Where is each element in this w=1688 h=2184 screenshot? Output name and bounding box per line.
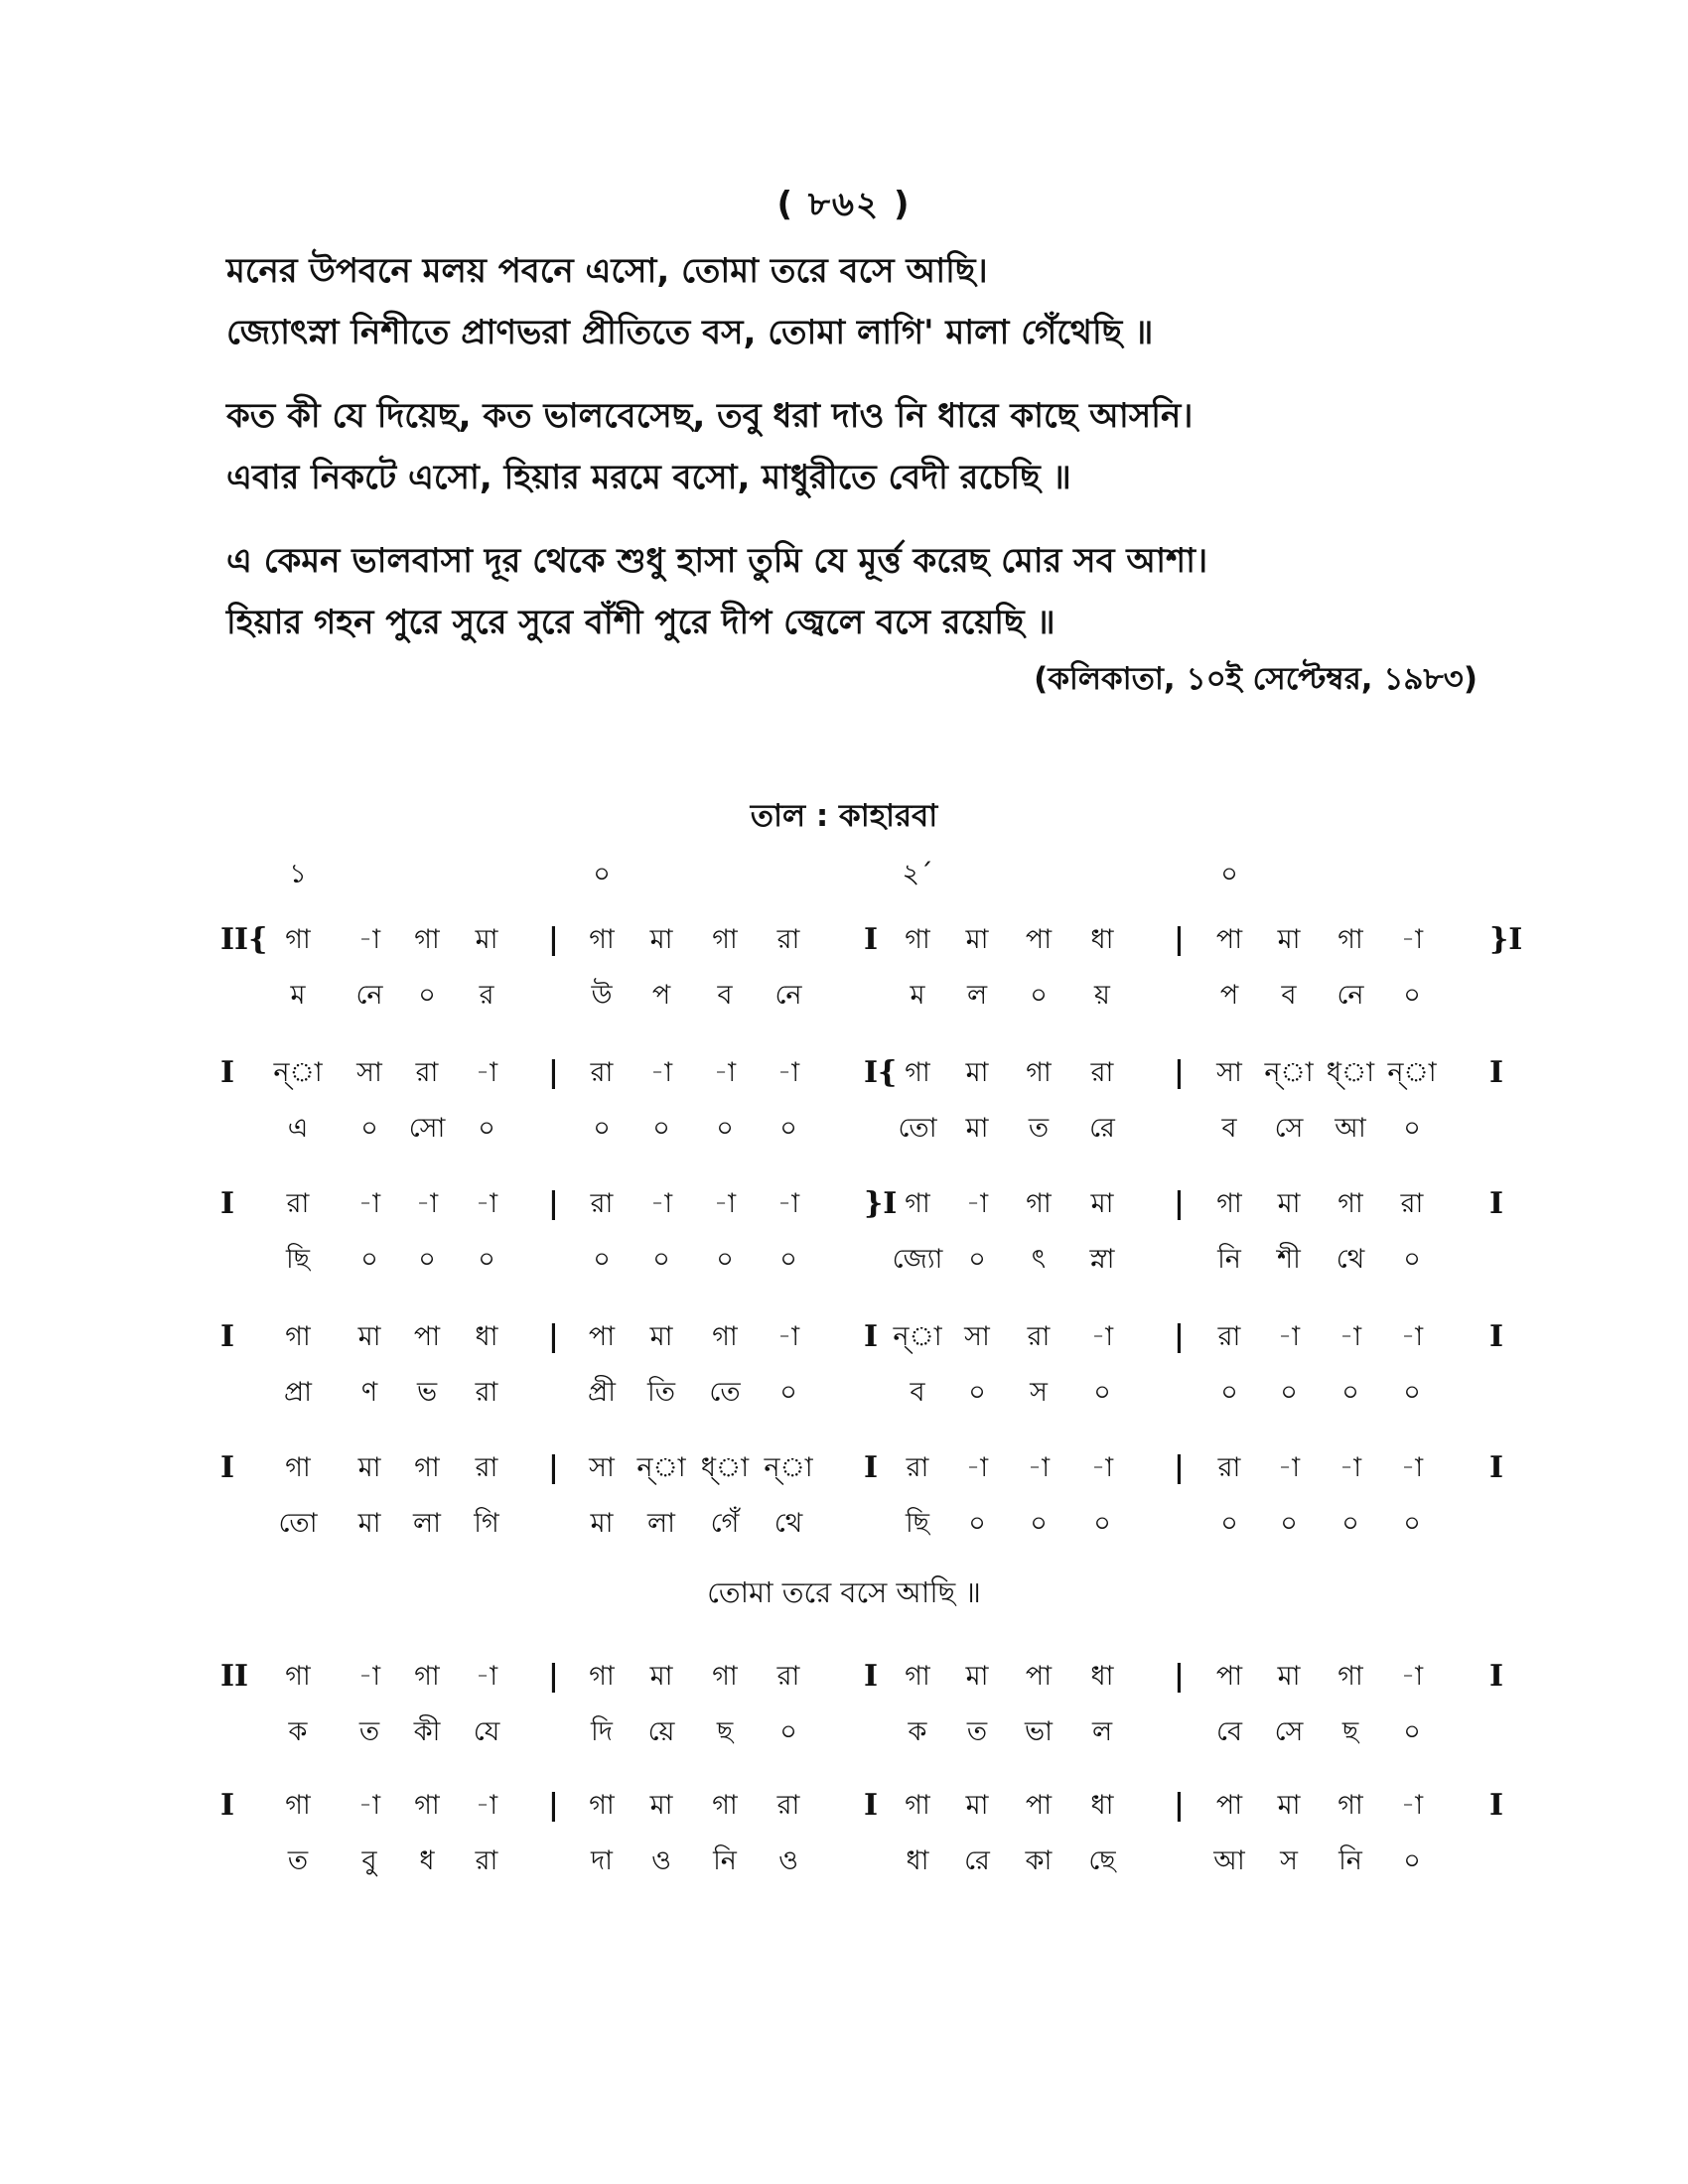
swara-note: রা xyxy=(286,1188,310,1219)
lyric-syllable: ০ xyxy=(1403,1716,1421,1747)
lyric-syllable: র xyxy=(479,980,494,1011)
lyric-syllable: ত xyxy=(1028,1113,1050,1144)
swara-note: রা xyxy=(776,924,800,955)
lyric-syllable: তে xyxy=(709,1377,741,1408)
row-end-mark: I xyxy=(1489,1186,1504,1221)
lyric-syllable: ণ xyxy=(360,1377,378,1408)
beat-mark: ০ xyxy=(1220,859,1238,889)
lyric-syllable: জ্যো xyxy=(892,1244,943,1275)
row-start-mark: II{ xyxy=(220,922,268,957)
swara-note: পা xyxy=(588,1321,616,1352)
swara-note: ন্া xyxy=(636,1452,686,1483)
swara-note: ধা xyxy=(1090,1790,1114,1821)
swara-note: রা xyxy=(776,1790,800,1821)
swara-note: গা xyxy=(285,1661,311,1692)
lyric-syllable: ০ xyxy=(779,1113,797,1144)
lyric-line: হিয়ার গহন পুরে সুরে সুরে বাঁশী পুরে দীপ জ্বেলে বসে রয়েছি ॥ xyxy=(226,603,1055,642)
lyric-syllable: ০ xyxy=(360,1113,378,1144)
lyric-syllable: এ xyxy=(287,1113,309,1144)
lyric-syllable: দা xyxy=(590,1845,614,1876)
swara-note: ধা xyxy=(475,1321,498,1352)
lyric-syllable: ভা xyxy=(1025,1716,1053,1747)
swara-note: সা xyxy=(964,1321,990,1352)
lyric-syllable: প্রা xyxy=(284,1377,312,1408)
swara-note: রা xyxy=(590,1057,614,1088)
swara-note: গা xyxy=(414,924,440,955)
lyric-syllable: ০ xyxy=(716,1244,734,1275)
swara-note: গা xyxy=(414,1661,440,1692)
swara-note: রা xyxy=(1400,1188,1424,1219)
lyric-syllable: ০ xyxy=(478,1244,495,1275)
swara-note: গা xyxy=(1337,1188,1363,1219)
lyric-syllable: ০ xyxy=(968,1244,986,1275)
swara-note: গা xyxy=(285,1452,311,1483)
lyric-syllable: ক xyxy=(908,1716,927,1747)
lyric-line: জ্যোৎস্না নিশীতে প্রাণভরা প্রীতিতে বস, তোমা লাগি' মালা গেঁথেছি ॥ xyxy=(226,313,1154,352)
swara-note: ন্া xyxy=(1387,1057,1437,1088)
swara-note: ন্া xyxy=(1264,1057,1314,1088)
swara-note: গা xyxy=(905,1057,930,1088)
lyric-syllable: ০ xyxy=(1280,1377,1298,1408)
swara-note: মা xyxy=(649,924,673,955)
lyric-syllable: ছি xyxy=(285,1244,311,1275)
swara-note: পা xyxy=(1025,1661,1053,1692)
swara-note: রা xyxy=(1027,1321,1051,1352)
lyric-syllable: তো xyxy=(278,1508,318,1539)
lyric-syllable: ত xyxy=(358,1716,380,1747)
bar-divider: | xyxy=(1174,1659,1185,1694)
row-end-mark: I xyxy=(1489,1055,1504,1090)
lyric-syllable: ০ xyxy=(1030,1508,1048,1539)
swara-note: -া xyxy=(357,1790,381,1821)
lyric-syllable: ব xyxy=(717,980,733,1011)
lyric-syllable: কা xyxy=(1025,1845,1053,1876)
lyric-syllable: মা xyxy=(357,1508,381,1539)
swara-note: -া xyxy=(965,1188,989,1219)
lyric-syllable: ০ xyxy=(1280,1508,1298,1539)
swara-note: গা xyxy=(905,1661,930,1692)
lyric-syllable: লা xyxy=(413,1508,441,1539)
lyric-syllable: নি xyxy=(1338,1845,1362,1876)
lyric-syllable: ০ xyxy=(1093,1508,1111,1539)
lyric-syllable: ব xyxy=(1281,980,1297,1011)
swara-note: -া xyxy=(475,1188,498,1219)
bar-divider: | xyxy=(548,1186,559,1221)
row-start-mark: I xyxy=(220,1186,235,1221)
swara-note: ধা xyxy=(1090,924,1114,955)
swara-note: রা xyxy=(415,1057,439,1088)
lyric-syllable: ০ xyxy=(1030,980,1048,1011)
lyric-line: এবার নিকটে এসো, হিয়ার মরমে বসো, মাধুরীতে বেদী রচেছি ॥ xyxy=(226,458,1071,497)
bar-divider: | xyxy=(548,1788,559,1823)
lyric-syllable: ভ xyxy=(416,1377,438,1408)
swara-note: মা xyxy=(1090,1188,1114,1219)
lyric-syllable: আ xyxy=(1335,1113,1366,1144)
bar-divider: | xyxy=(548,1319,559,1354)
lyric-syllable: সো xyxy=(408,1113,446,1144)
lyric-syllable: ০ xyxy=(478,1113,495,1144)
bar-divider: | xyxy=(1174,1319,1185,1354)
tala-label: তাল : কাহারবা xyxy=(750,798,938,834)
lyric-syllable: বে xyxy=(1216,1716,1242,1747)
swara-note: মা xyxy=(1277,1790,1301,1821)
lyric-syllable: ল xyxy=(1091,1716,1113,1747)
bar-divider: I xyxy=(864,1319,879,1354)
swara-note: -া xyxy=(649,1188,673,1219)
swara-note: পা xyxy=(1025,924,1053,955)
bar-divider: | xyxy=(1174,1450,1185,1485)
swara-note: গা xyxy=(1337,924,1363,955)
lyric-syllable: ছি xyxy=(905,1508,930,1539)
lyric-syllable: ০ xyxy=(652,1113,670,1144)
swara-note: -া xyxy=(1277,1452,1301,1483)
lyric-syllable: মা xyxy=(965,1113,989,1144)
beat-mark: ০ xyxy=(593,859,611,889)
lyric-syllable: আ xyxy=(1213,1845,1245,1876)
lyric-syllable: ০ xyxy=(779,1244,797,1275)
lyric-syllable: ধ xyxy=(419,1845,435,1876)
swara-note: মা xyxy=(649,1790,673,1821)
swara-note: ধ্া xyxy=(700,1452,750,1483)
row-end-mark: I xyxy=(1489,1788,1504,1823)
lyric-syllable: রা xyxy=(475,1377,498,1408)
swara-note: রা xyxy=(1090,1057,1114,1088)
swara-note: -া xyxy=(965,1452,989,1483)
lyric-syllable: স xyxy=(1280,1845,1298,1876)
swara-note: গা xyxy=(712,1321,738,1352)
swara-note: গা xyxy=(905,1790,930,1821)
bar-divider: | xyxy=(1174,1788,1185,1823)
swara-note: ন্া xyxy=(893,1321,942,1352)
bar-divider: I xyxy=(864,1788,879,1823)
row-end-mark: I xyxy=(1489,1450,1504,1485)
beat-mark: ১ xyxy=(289,859,307,889)
swara-note: গা xyxy=(589,1661,615,1692)
lyric-syllable: ম xyxy=(910,980,925,1011)
lyric-syllable: ৎ xyxy=(1031,1244,1047,1275)
lyric-syllable: যে xyxy=(473,1716,500,1747)
lyric-syllable: ক xyxy=(288,1716,308,1747)
lyric-syllable: ০ xyxy=(1403,980,1421,1011)
lyric-syllable: ত xyxy=(287,1845,309,1876)
swara-note: গা xyxy=(1026,1057,1052,1088)
lyric-syllable: ০ xyxy=(593,1113,611,1144)
swara-note: সা xyxy=(1216,1057,1242,1088)
lyric-syllable: রা xyxy=(475,1845,498,1876)
lyric-syllable: থে xyxy=(774,1508,803,1539)
swara-note: ন্া xyxy=(764,1452,813,1483)
lyric-syllable: ছ xyxy=(716,1716,734,1747)
lyric-syllable: ব xyxy=(1221,1113,1237,1144)
swara-note: -া xyxy=(475,1790,498,1821)
lyric-syllable: সে xyxy=(1274,1716,1304,1747)
swara-note: গা xyxy=(414,1452,440,1483)
swara-note: -া xyxy=(357,1661,381,1692)
swara-note: মা xyxy=(649,1661,673,1692)
bar-divider: I xyxy=(864,1659,879,1694)
bar-divider: | xyxy=(1174,1186,1185,1221)
swara-note: -া xyxy=(1090,1452,1114,1483)
bar-divider: | xyxy=(548,1450,559,1485)
lyric-syllable: রে xyxy=(964,1845,990,1876)
swara-note: গা xyxy=(1337,1661,1363,1692)
lyric-syllable: ০ xyxy=(968,1377,986,1408)
row-start-mark: I xyxy=(220,1319,235,1354)
swara-note: রা xyxy=(906,1452,929,1483)
swara-note: ধ্া xyxy=(1326,1057,1375,1088)
lyric-syllable: ছ xyxy=(1341,1716,1359,1747)
swara-note: ন্া xyxy=(273,1057,323,1088)
lyric-syllable: ছে xyxy=(1088,1845,1116,1876)
swara-note: পা xyxy=(1215,924,1243,955)
lyric-syllable: বু xyxy=(361,1845,377,1876)
swara-note: -া xyxy=(475,1661,498,1692)
bar-divider: | xyxy=(548,1659,559,1694)
lyric-syllable: গেঁ xyxy=(710,1508,740,1539)
swara-note: পা xyxy=(1215,1790,1243,1821)
lyric-syllable: য় xyxy=(1094,980,1110,1011)
lyric-syllable: ০ xyxy=(1341,1377,1359,1408)
swara-note: -া xyxy=(1090,1321,1114,1352)
swara-note: -া xyxy=(415,1188,439,1219)
swara-note: মা xyxy=(965,1790,989,1821)
lyric-syllable: ধা xyxy=(906,1845,929,1876)
swara-note: -া xyxy=(1338,1321,1362,1352)
swara-note: মা xyxy=(1277,924,1301,955)
swara-note: মা xyxy=(965,924,989,955)
row-start-mark: I xyxy=(220,1788,235,1823)
swara-note: সা xyxy=(356,1057,382,1088)
lyric-syllable: প xyxy=(651,980,671,1011)
lyric-syllable: য়ে xyxy=(647,1716,675,1747)
lyric-syllable: ০ xyxy=(779,1377,797,1408)
row-start-mark: I xyxy=(220,1450,235,1485)
swara-note: -া xyxy=(776,1321,800,1352)
swara-note: গা xyxy=(589,924,615,955)
swara-note: -া xyxy=(713,1188,737,1219)
swara-note: গা xyxy=(285,924,311,955)
row-end-mark: I xyxy=(1489,1659,1504,1694)
swara-note: মা xyxy=(357,1452,381,1483)
place-date: (কলিকাতা, ১০ই সেপ্টেম্বর, ১৯৮৩) xyxy=(1034,661,1477,697)
swara-note: -া xyxy=(357,924,381,955)
swara-note: রা xyxy=(590,1188,614,1219)
lyric-syllable: ত xyxy=(966,1716,988,1747)
swara-note: মা xyxy=(649,1321,673,1352)
lyric-syllable: নি xyxy=(713,1845,737,1876)
bar-divider: | xyxy=(548,922,559,957)
swara-note: -া xyxy=(475,1057,498,1088)
lyric-syllable: ০ xyxy=(418,980,436,1011)
lyric-syllable: ০ xyxy=(360,1244,378,1275)
lyric-syllable: ০ xyxy=(1403,1508,1421,1539)
swara-note: গা xyxy=(905,924,930,955)
row-end-mark: I xyxy=(1489,1319,1504,1354)
swara-note: গা xyxy=(589,1790,615,1821)
lyric-syllable: রে xyxy=(1089,1113,1115,1144)
lyric-syllable: তো xyxy=(898,1113,937,1144)
swara-note: -া xyxy=(1027,1452,1051,1483)
lyric-syllable: ০ xyxy=(968,1508,986,1539)
lyric-syllable: ০ xyxy=(716,1113,734,1144)
swara-note: গা xyxy=(285,1790,311,1821)
closing-line: তোমা তরে বসে আছি ॥ xyxy=(707,1575,981,1609)
bar-divider: | xyxy=(1174,922,1185,957)
lyric-syllable: ০ xyxy=(1403,1113,1421,1144)
swara-note: গা xyxy=(414,1790,440,1821)
lyric-syllable: সে xyxy=(1274,1113,1304,1144)
row-end-mark: }I xyxy=(1489,922,1523,957)
lyric-syllable: নে xyxy=(774,980,802,1011)
lyric-syllable: ০ xyxy=(779,1716,797,1747)
lyric-syllable: ০ xyxy=(418,1244,436,1275)
lyric-syllable: দি xyxy=(591,1716,613,1747)
lyric-syllable: ০ xyxy=(1220,1508,1238,1539)
beat-mark: ২´ xyxy=(902,859,933,889)
swara-note: গা xyxy=(1337,1790,1363,1821)
swara-note: মা xyxy=(965,1661,989,1692)
row-start-mark: II xyxy=(220,1659,249,1694)
bar-divider: I xyxy=(864,922,879,957)
lyric-syllable: ব xyxy=(910,1377,925,1408)
lyric-syllable: কী xyxy=(413,1716,441,1747)
swara-note: রা xyxy=(1217,1452,1241,1483)
lyric-syllable: ০ xyxy=(1220,1377,1238,1408)
swara-note: গা xyxy=(712,1661,738,1692)
lyric-syllable: লা xyxy=(647,1508,675,1539)
bar-divider: | xyxy=(1174,1055,1185,1090)
swara-note: -া xyxy=(1400,1452,1424,1483)
swara-note: -া xyxy=(357,1188,381,1219)
lyric-syllable: তি xyxy=(647,1377,675,1408)
swara-note: রা xyxy=(1217,1321,1241,1352)
swara-note: সা xyxy=(589,1452,615,1483)
bar-divider: }I xyxy=(864,1186,898,1221)
row-start-mark: I xyxy=(220,1055,235,1090)
swara-note: রা xyxy=(776,1661,800,1692)
swara-note: পা xyxy=(413,1321,441,1352)
swara-note: -া xyxy=(649,1057,673,1088)
swara-note: গা xyxy=(712,924,738,955)
swara-note: ধা xyxy=(1090,1661,1114,1692)
swara-note: পা xyxy=(1025,1790,1053,1821)
swara-note: -া xyxy=(713,1057,737,1088)
lyric-syllable: ল xyxy=(966,980,988,1011)
swara-note: গা xyxy=(712,1790,738,1821)
swara-note: -া xyxy=(776,1188,800,1219)
swara-note: গা xyxy=(1026,1188,1052,1219)
swara-note: -া xyxy=(1338,1452,1362,1483)
lyric-syllable: ০ xyxy=(1403,1244,1421,1275)
lyric-syllable: মা xyxy=(590,1508,614,1539)
swara-note: রা xyxy=(475,1452,498,1483)
lyric-syllable: থে xyxy=(1336,1244,1365,1275)
lyric-syllable: ০ xyxy=(652,1244,670,1275)
lyric-syllable: ও xyxy=(778,1845,798,1876)
swara-note: -া xyxy=(1400,1790,1424,1821)
swara-note: পা xyxy=(1215,1661,1243,1692)
swara-note: -া xyxy=(1400,1321,1424,1352)
swara-note: মা xyxy=(357,1321,381,1352)
song-number: ( ৮৬২ ) xyxy=(776,185,912,224)
swara-note: মা xyxy=(1277,1188,1301,1219)
lyric-syllable: ম xyxy=(290,980,306,1011)
swara-note: গা xyxy=(905,1188,930,1219)
lyric-syllable: নে xyxy=(1336,980,1364,1011)
lyric-line: এ কেমন ভালবাসা দূর থেকে শুধু হাসা তুমি যে মূর্ত্ত করেছ মোর সব আশা। xyxy=(226,541,1208,581)
lyric-syllable: ও xyxy=(651,1845,671,1876)
bar-divider: I{ xyxy=(864,1055,898,1090)
lyric-syllable: নে xyxy=(355,980,383,1011)
lyric-syllable: শী xyxy=(1277,1244,1301,1275)
lyric-syllable: ০ xyxy=(593,1244,611,1275)
lyric-syllable: স xyxy=(1030,1377,1048,1408)
lyric-line: মনের উপবনে মলয় পবনে এসো, তোমা তরে বসে আছি। xyxy=(226,251,988,291)
swara-note: -া xyxy=(776,1057,800,1088)
swara-note: মা xyxy=(475,924,498,955)
lyric-syllable: ০ xyxy=(1403,1377,1421,1408)
lyric-syllable: প xyxy=(1219,980,1239,1011)
bar-divider: I xyxy=(864,1450,879,1485)
lyric-line: কত কী যে দিয়েছ, কত ভালবেসেছ, তবু ধরা দাও নি ধারে কাছে আসনি। xyxy=(226,396,1194,436)
lyric-syllable: উ xyxy=(591,980,613,1011)
swara-note: -া xyxy=(1277,1321,1301,1352)
lyric-syllable: ০ xyxy=(1341,1508,1359,1539)
swara-note: গা xyxy=(1216,1188,1242,1219)
bar-divider: | xyxy=(548,1055,559,1090)
lyric-syllable: গি xyxy=(474,1508,499,1539)
lyric-syllable: ০ xyxy=(1403,1845,1421,1876)
swara-note: মা xyxy=(1277,1661,1301,1692)
lyric-syllable: নি xyxy=(1217,1244,1241,1275)
swara-note: গা xyxy=(285,1321,311,1352)
lyric-syllable: ০ xyxy=(1093,1377,1111,1408)
lyric-syllable: স্না xyxy=(1089,1244,1115,1275)
lyric-syllable: প্রী xyxy=(588,1377,616,1408)
swara-note: -া xyxy=(1400,1661,1424,1692)
swara-note: মা xyxy=(965,1057,989,1088)
swara-note: -া xyxy=(1400,924,1424,955)
